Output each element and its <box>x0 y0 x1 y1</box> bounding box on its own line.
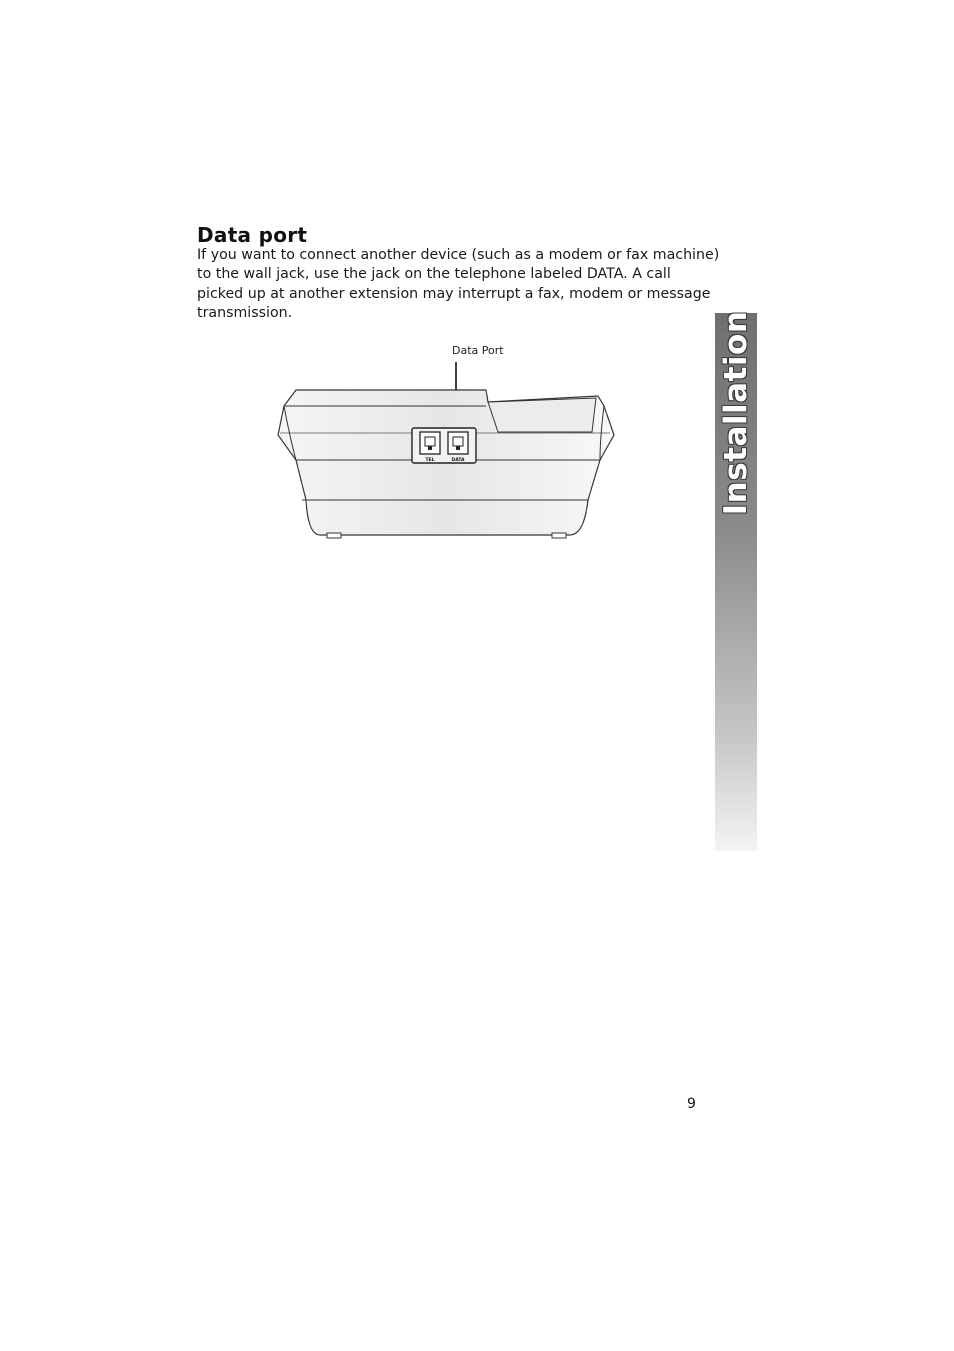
jack-label-data: DATA <box>451 458 465 463</box>
phone-foot <box>327 533 341 538</box>
body-line: picked up at another extension may interrupt a fax, modem or message <box>197 285 711 302</box>
page-number: 9 <box>687 1096 696 1112</box>
handset-cradle <box>488 398 596 432</box>
data-port-callout-label: Data Port <box>452 344 504 357</box>
telephone-base-illustration <box>270 360 630 545</box>
body-line: to the wall jack, use the jack on the telephone labeled DATA. A call <box>197 266 671 283</box>
section-title: Data port <box>197 223 308 247</box>
tel-jack <box>420 432 440 454</box>
body-paragraph <box>197 246 722 324</box>
section-side-tab <box>715 310 757 851</box>
side-tab-label: Installation <box>718 310 754 516</box>
data-jack <box>448 432 468 454</box>
jack-label-tel: TEL <box>425 458 435 463</box>
phone-foot <box>552 533 566 538</box>
body-line: transmission. <box>197 305 293 322</box>
body-line: If you want to connect another device (such as a modem or fax machine) <box>197 247 720 263</box>
